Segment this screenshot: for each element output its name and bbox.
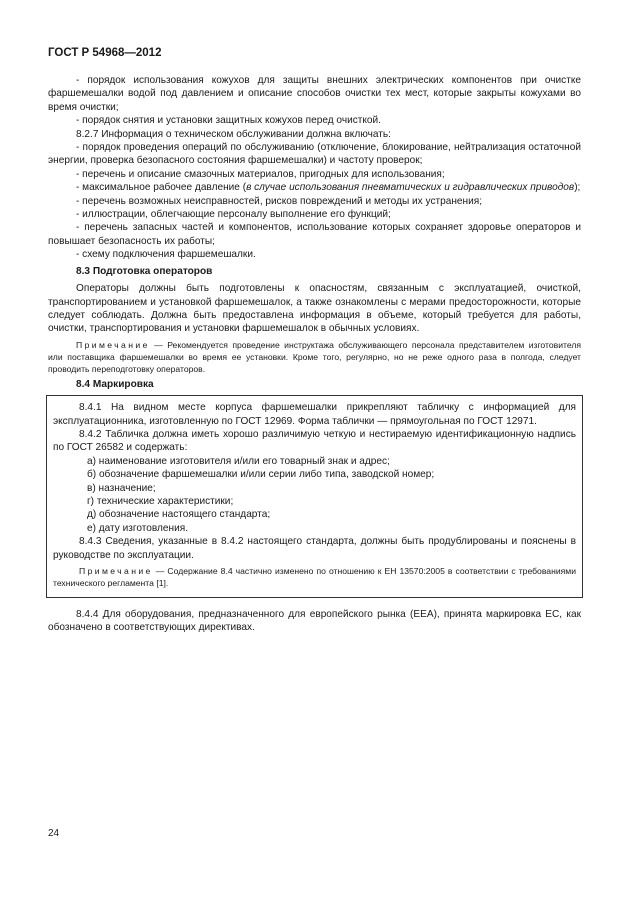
list-item: - схему подключения фаршемешалки. — [76, 249, 256, 261]
page-number: 24 — [48, 828, 60, 839]
note-text: — Содержание 8.4 частично изменено по отношению к ЕН 13570:2005 в соответствии с требованиями технического регламента [1]. — [53, 566, 576, 588]
section-8-4-title: 8.4 Маркировка — [76, 378, 154, 390]
section-8-3-note — [48, 339, 581, 375]
clause-8-2-7: 8.2.7 Информация о техническом обслуживании должна включать: — [76, 128, 391, 140]
pressure-suffix: ); — [574, 182, 581, 194]
plate-contents-list — [53, 455, 576, 535]
document-header: ГОСТ Р 54968—2012 — [48, 47, 162, 59]
list-item: - порядок использования кожухов для защиты внешних электрических компонентов при очистке фаршемешалки водой под давлением и описание способов очистки тех мест, которые закрыты кожухами во время очистки; — [48, 75, 581, 113]
list-item: - перечень запасных частей и компонентов, использование которых сохраняет здоровье операторов и повышает безопасность их работы; — [48, 222, 581, 247]
note-text: — Рекомендуется проведение инструктажа обслуживающего персонала представителем изготовителя или поставщика фаршемешалки во время ее установки. Кроме того, регулярно, но не реже одного раза в полгода, следует проводить переподготовку операторов. — [48, 339, 581, 374]
section-8-3-text: Операторы должны быть подготовлены к опасностям, связанным с эксплуатацией, очисткой, транспортированием и установкой фаршемешалок, а также ознакомлены с мерами предосторожности, которые следует соблюдать. Должна быть предоставлена информация в объеме, который требуется для работы, очистки, транспортирования и установки фаршемешалок в обычных условиях. — [48, 283, 581, 335]
list-item: г) технические характеристики; — [87, 495, 234, 507]
list-item: е) дату изготовления. — [87, 522, 189, 534]
clause-8-4-1: 8.4.1 На видном месте корпуса фаршемешалки прикрепляют табличку с информацией для эксплуатационника, изготовленную по ГОСТ 12969. Форма таблички — прямоугольная по ГОСТ 12971. — [53, 402, 576, 427]
list-item: в) назначение; — [87, 482, 156, 494]
list-item: - перечень возможных неисправностей, рисков повреждений и методы их устранения; — [76, 195, 483, 207]
list-item: б) обозначение фаршемешалки и/или серии либо типа, заводской номер; — [87, 469, 435, 481]
section-8-3-title: 8.3 Подготовка операторов — [76, 265, 213, 277]
list-item — [48, 181, 581, 194]
list-item: - иллюстрации, облегчающие персоналу выполнение его функций; — [76, 209, 391, 221]
pressure-prefix: - максимальное рабочее давление ( — [76, 182, 247, 194]
list-item: д) обозначение настоящего стандарта; — [87, 509, 271, 521]
clause-8-4-4: 8.4.4 Для оборудования, предназначенного для европейского рынка (ЕЕА), принята маркировка ЕС, как обозначено в соответствующих директивах. — [48, 609, 581, 634]
document-body — [48, 74, 581, 635]
section-8-4-note — [53, 565, 576, 589]
note-label: Примечание — [79, 566, 153, 576]
list-item: - перечень и описание смазочных материалов, пригодных для использования; — [76, 168, 445, 180]
list-item: а) наименование изготовителя и/или его товарный знак и адрес; — [87, 455, 390, 467]
list-item: - порядок проведения операций по обслуживанию (отключение, блокирование, нейтрализация остаточной энергии, проверка безопасного состояния фаршемешалки) и частоту проверок; — [48, 142, 581, 167]
note-label: Примечание — [76, 339, 150, 350]
list-item: - порядок снятия и установки защитных кожухов перед очисткой. — [76, 115, 381, 127]
pressure-italic: в случае использования пневматических и гидравлических приводов — [246, 182, 575, 194]
clause-8-4-2: 8.4.2 Табличка должна иметь хорошо различимую четкую и нестираемую идентификационную надпись по ГОСТ 26582 и содержать: — [53, 428, 576, 454]
boxed-amendment — [46, 395, 583, 598]
clause-8-4-3: 8.4.3 Сведения, указанные в 8.4.2 настоящего стандарта, должны быть продублированы и пояснены в руководстве по эксплуатации. — [53, 536, 576, 561]
